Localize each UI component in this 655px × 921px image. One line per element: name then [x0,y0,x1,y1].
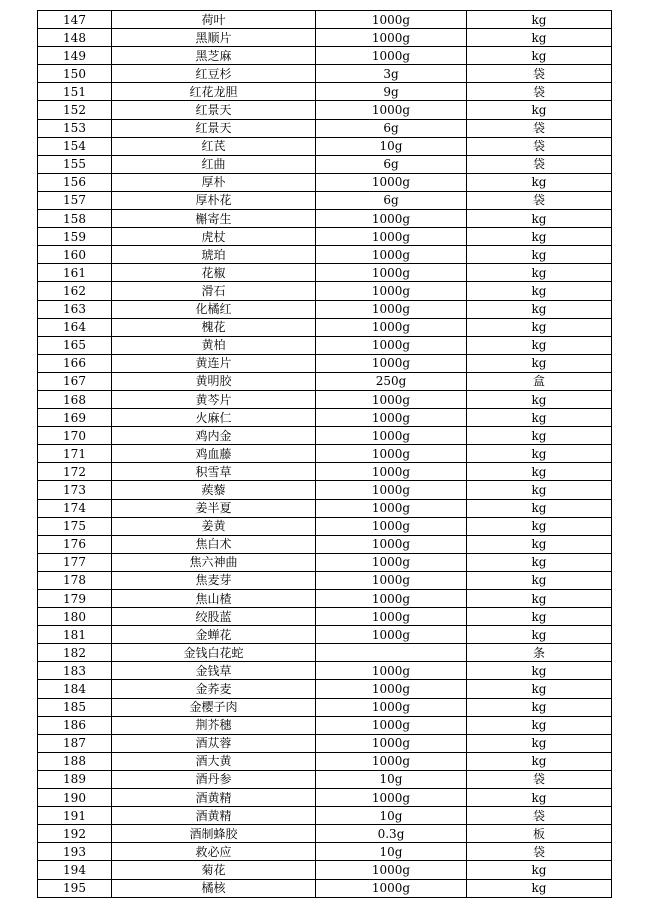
row-number-cell: 186 [38,716,112,734]
unit-cell: 袋 [467,119,612,137]
table-row [38,228,612,246]
row-number-cell: 185 [38,698,112,716]
row-number-cell: 178 [38,571,112,589]
unit-cell: kg [467,571,612,589]
table-row [38,173,612,191]
table-row [38,499,612,517]
unit-cell: kg [467,463,612,481]
unit-cell: 袋 [467,191,612,209]
herb-name-cell: 鸡内金 [112,427,316,445]
herb-name-cell: 酒黄精 [112,789,316,807]
herb-name-cell: 槐花 [112,318,316,336]
spec-cell: 1000g [316,29,467,47]
spec-cell: 1000g [316,282,467,300]
spec-cell: 9g [316,83,467,101]
unit-cell: 袋 [467,83,612,101]
row-number-cell: 159 [38,228,112,246]
unit-cell: kg [467,481,612,499]
table-row [38,789,612,807]
spec-cell: 1000g [316,463,467,481]
herb-name-cell: 火麻仁 [112,409,316,427]
herb-name-cell: 酒大黄 [112,752,316,770]
unit-cell: kg [467,608,612,626]
spec-cell: 1000g [316,336,467,354]
herb-name-cell: 红芪 [112,137,316,155]
unit-cell: 袋 [467,843,612,861]
table-row [38,734,612,752]
row-number-cell: 148 [38,29,112,47]
herb-name-cell: 虎杖 [112,228,316,246]
row-number-cell: 149 [38,47,112,65]
spec-cell: 1000g [316,553,467,571]
row-number-cell: 164 [38,318,112,336]
unit-cell: 袋 [467,807,612,825]
herb-name-cell: 酒黄精 [112,807,316,825]
herb-name-cell: 红景天 [112,119,316,137]
spec-cell: 1000g [316,571,467,589]
table-row [38,445,612,463]
herb-name-cell: 荆芥穗 [112,716,316,734]
herb-name-cell: 金樱子肉 [112,698,316,716]
table-row [38,300,612,318]
row-number-cell: 162 [38,282,112,300]
row-number-cell: 153 [38,119,112,137]
unit-cell: kg [467,228,612,246]
herb-name-cell: 花椒 [112,264,316,282]
unit-cell: kg [467,445,612,463]
row-number-cell: 160 [38,246,112,264]
unit-cell: kg [467,354,612,372]
unit-cell: 袋 [467,65,612,83]
table-row [38,861,612,879]
unit-cell: 袋 [467,770,612,788]
spec-cell: 6g [316,119,467,137]
table-row [38,318,612,336]
unit-cell: kg [467,734,612,752]
herb-name-cell: 化橘红 [112,300,316,318]
table-row [38,65,612,83]
unit-cell: 袋 [467,137,612,155]
herb-name-cell: 黄明胶 [112,372,316,390]
unit-cell: kg [467,517,612,535]
unit-cell: kg [467,173,612,191]
row-number-cell: 182 [38,644,112,662]
spec-cell: 10g [316,770,467,788]
spec-cell: 1000g [316,101,467,119]
row-number-cell: 171 [38,445,112,463]
spec-cell: 1000g [316,590,467,608]
herb-name-cell: 姜黄 [112,517,316,535]
herb-name-cell: 酒制蜂胶 [112,825,316,843]
unit-cell: kg [467,427,612,445]
herb-name-cell: 蒺藜 [112,481,316,499]
herb-name-cell: 金钱草 [112,662,316,680]
unit-cell: kg [467,716,612,734]
table-row [38,29,612,47]
table-row [38,47,612,65]
row-number-cell: 188 [38,752,112,770]
unit-cell: kg [467,29,612,47]
unit-cell: kg [467,264,612,282]
row-number-cell: 193 [38,843,112,861]
row-number-cell: 147 [38,11,112,29]
table-row [38,354,612,372]
table-row [38,191,612,209]
spec-cell: 1000g [316,861,467,879]
spec-cell: 1000g [316,318,467,336]
herb-name-cell: 琥珀 [112,246,316,264]
herb-name-cell: 焦六神曲 [112,553,316,571]
row-number-cell: 179 [38,590,112,608]
unit-cell: kg [467,47,612,65]
row-number-cell: 165 [38,336,112,354]
unit-cell: kg [467,535,612,553]
unit-cell: kg [467,282,612,300]
herb-name-cell: 金蝉花 [112,626,316,644]
spec-cell: 1000g [316,517,467,535]
herb-spec-table [37,10,612,898]
spec-cell: 10g [316,807,467,825]
table-row [38,825,612,843]
spec-cell: 1000g [316,47,467,65]
table-row [38,770,612,788]
spec-cell: 1000g [316,409,467,427]
spec-cell: 6g [316,191,467,209]
table-row [38,463,612,481]
unit-cell: kg [467,590,612,608]
unit-cell: kg [467,409,612,427]
spec-cell: 250g [316,372,467,390]
row-number-cell: 150 [38,65,112,83]
table-row [38,517,612,535]
table-row [38,210,612,228]
herb-name-cell: 滑石 [112,282,316,300]
row-number-cell: 167 [38,372,112,390]
row-number-cell: 183 [38,662,112,680]
spec-cell: 1000g [316,734,467,752]
row-number-cell: 177 [38,553,112,571]
spec-cell: 1000g [316,716,467,734]
unit-cell: kg [467,101,612,119]
spec-cell: 10g [316,843,467,861]
row-number-cell: 184 [38,680,112,698]
spec-cell: 1000g [316,11,467,29]
unit-cell: kg [467,246,612,264]
unit-cell: kg [467,680,612,698]
spec-cell: 1000g [316,264,467,282]
spec-cell: 1000g [316,173,467,191]
herb-name-cell: 酒苁蓉 [112,734,316,752]
spec-cell: 1000g [316,698,467,716]
table-row [38,553,612,571]
row-number-cell: 174 [38,499,112,517]
herb-name-cell: 金钱白花蛇 [112,644,316,662]
herb-name-cell: 绞股蓝 [112,608,316,626]
unit-cell: kg [467,553,612,571]
unit-cell: kg [467,318,612,336]
row-number-cell: 168 [38,390,112,408]
table-row [38,390,612,408]
herb-name-cell: 黑顺片 [112,29,316,47]
table-row [38,427,612,445]
unit-cell: 袋 [467,155,612,173]
spec-cell: 1000g [316,300,467,318]
unit-cell: kg [467,11,612,29]
table-row [38,137,612,155]
table-row [38,680,612,698]
unit-cell: kg [467,390,612,408]
spec-cell: 1000g [316,789,467,807]
row-number-cell: 187 [38,734,112,752]
unit-cell: 条 [467,644,612,662]
row-number-cell: 172 [38,463,112,481]
table-row [38,264,612,282]
row-number-cell: 158 [38,210,112,228]
herb-name-cell: 槲寄生 [112,210,316,228]
unit-cell: kg [467,300,612,318]
row-number-cell: 191 [38,807,112,825]
spec-cell: 1000g [316,752,467,770]
table-row [38,11,612,29]
herb-name-cell: 黄芩片 [112,390,316,408]
herb-name-cell: 焦麦芽 [112,571,316,589]
spec-cell: 1000g [316,210,467,228]
unit-cell: kg [467,336,612,354]
spec-cell: 10g [316,137,467,155]
unit-cell: kg [467,698,612,716]
spec-cell: 1000g [316,246,467,264]
table-row [38,626,612,644]
table-row [38,101,612,119]
table-row [38,716,612,734]
row-number-cell: 173 [38,481,112,499]
row-number-cell: 163 [38,300,112,318]
row-number-cell: 175 [38,517,112,535]
herb-name-cell: 焦白术 [112,535,316,553]
herb-name-cell: 红豆杉 [112,65,316,83]
table-row [38,372,612,390]
table-row [38,571,612,589]
unit-cell: kg [467,879,612,897]
row-number-cell: 154 [38,137,112,155]
herb-name-cell: 鸡血藤 [112,445,316,463]
table-row [38,698,612,716]
table-row [38,535,612,553]
spec-cell: 1000g [316,499,467,517]
herb-name-cell: 厚朴花 [112,191,316,209]
herb-name-cell: 菊花 [112,861,316,879]
table-row [38,83,612,101]
row-number-cell: 181 [38,626,112,644]
herb-name-cell: 荷叶 [112,11,316,29]
row-number-cell: 157 [38,191,112,209]
table-row [38,119,612,137]
spec-cell: 1000g [316,481,467,499]
herb-name-cell: 姜半夏 [112,499,316,517]
spec-cell: 1000g [316,390,467,408]
unit-cell: kg [467,789,612,807]
spec-cell: 1000g [316,354,467,372]
table-row [38,879,612,897]
table-row [38,282,612,300]
table-row [38,590,612,608]
row-number-cell: 180 [38,608,112,626]
herb-name-cell: 黄连片 [112,354,316,372]
row-number-cell: 192 [38,825,112,843]
table-row [38,644,612,662]
row-number-cell: 161 [38,264,112,282]
herb-name-cell: 橘核 [112,879,316,897]
spec-cell: 6g [316,155,467,173]
table-row [38,662,612,680]
herb-name-cell: 红花龙胆 [112,83,316,101]
unit-cell: kg [467,499,612,517]
row-number-cell: 189 [38,770,112,788]
spec-cell: 1000g [316,680,467,698]
spec-cell: 1000g [316,626,467,644]
unit-cell: kg [467,662,612,680]
table-row [38,246,612,264]
row-number-cell: 190 [38,789,112,807]
unit-cell: kg [467,626,612,644]
spec-cell: 3g [316,65,467,83]
herb-name-cell: 黑芝麻 [112,47,316,65]
table-row [38,409,612,427]
herb-name-cell: 红景天 [112,101,316,119]
table-row [38,481,612,499]
row-number-cell: 195 [38,879,112,897]
spec-cell: 1000g [316,228,467,246]
herb-name-cell: 救必应 [112,843,316,861]
row-number-cell: 156 [38,173,112,191]
spec-cell: 1000g [316,445,467,463]
herb-name-cell: 厚朴 [112,173,316,191]
table-row [38,843,612,861]
herb-name-cell: 积雪草 [112,463,316,481]
herb-name-cell: 黄柏 [112,336,316,354]
spec-cell: 1000g [316,662,467,680]
table-row [38,807,612,825]
row-number-cell: 151 [38,83,112,101]
row-number-cell: 176 [38,535,112,553]
row-number-cell: 170 [38,427,112,445]
herb-name-cell: 金荞麦 [112,680,316,698]
herb-name-cell: 焦山楂 [112,590,316,608]
row-number-cell: 194 [38,861,112,879]
table-row [38,752,612,770]
row-number-cell: 169 [38,409,112,427]
table-row [38,155,612,173]
table-body [38,11,612,898]
row-number-cell: 152 [38,101,112,119]
spec-cell [316,644,467,662]
unit-cell: kg [467,752,612,770]
unit-cell: 盒 [467,372,612,390]
row-number-cell: 155 [38,155,112,173]
spec-cell: 0.3g [316,825,467,843]
unit-cell: kg [467,861,612,879]
table-row [38,608,612,626]
table-row [38,336,612,354]
row-number-cell: 166 [38,354,112,372]
herb-name-cell: 酒丹参 [112,770,316,788]
herb-name-cell: 红曲 [112,155,316,173]
spec-cell: 1000g [316,535,467,553]
spec-cell: 1000g [316,427,467,445]
unit-cell: 板 [467,825,612,843]
unit-cell: kg [467,210,612,228]
spec-cell: 1000g [316,879,467,897]
spec-cell: 1000g [316,608,467,626]
